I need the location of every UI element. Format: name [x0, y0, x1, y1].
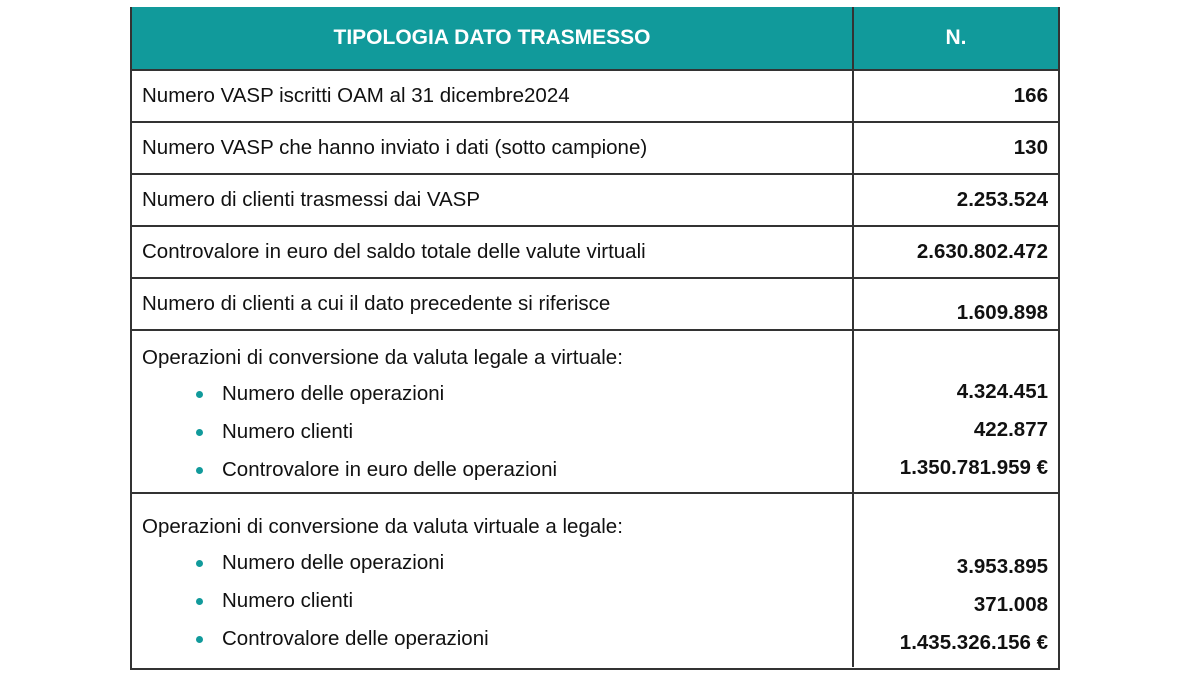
row-label: Numero di clienti trasmessi dai VASP	[132, 175, 854, 225]
row-value: 1.350.781.959 €	[899, 456, 1048, 479]
data-table	[130, 7, 1060, 670]
row-value: 2.253.524	[956, 188, 1048, 211]
list-item-label: Controvalore in euro delle operazioni	[222, 458, 558, 481]
row-label: Numero VASP iscritti OAM al 31 dicembre2024	[132, 71, 854, 121]
row-label: Numero di clienti a cui il dato precedente si riferisce	[132, 279, 854, 329]
row-value: 1.609.898	[956, 301, 1048, 324]
table-row	[132, 69, 1058, 121]
list-item-label: Numero clienti	[222, 420, 354, 443]
row-value: 166	[1013, 84, 1048, 107]
group-values	[854, 494, 1058, 667]
group-values	[854, 331, 1058, 492]
row-value: 371.008	[973, 593, 1048, 616]
row-value: 422.877	[973, 418, 1048, 441]
table-row	[132, 121, 1058, 173]
bullet-icon	[196, 467, 203, 474]
header-type-column: TIPOLOGIA DATO TRASMESSO	[132, 7, 854, 69]
group-labels	[132, 494, 854, 667]
table-row	[132, 277, 1058, 329]
table-group-row	[132, 329, 1058, 492]
list-item	[196, 382, 444, 406]
row-value: 4.324.451	[956, 380, 1048, 403]
row-value: 1.435.326.156 €	[899, 631, 1048, 654]
list-item	[196, 420, 353, 444]
table-header	[132, 7, 1058, 69]
bullet-icon	[196, 636, 203, 643]
table-group-row	[132, 492, 1058, 667]
group-title: Operazioni di conversione da valuta virtuale a legale:	[142, 515, 623, 538]
list-item	[196, 627, 489, 651]
row-value: 130	[1013, 136, 1048, 159]
header-number-column: N.	[945, 26, 967, 49]
group-labels	[132, 331, 854, 492]
row-value: 2.630.802.472	[916, 240, 1048, 263]
list-item	[196, 551, 444, 575]
group-title: Operazioni di conversione da valuta legale a virtuale:	[142, 346, 623, 369]
row-label: Numero VASP che hanno inviato i dati (sotto campione)	[132, 123, 854, 173]
row-value: 3.953.895	[956, 555, 1048, 578]
table-row	[132, 173, 1058, 225]
list-item-label: Numero delle operazioni	[222, 551, 445, 574]
bullet-icon	[196, 598, 203, 605]
bullet-icon	[196, 391, 203, 398]
table-row	[132, 225, 1058, 277]
row-label: Controvalore in euro del saldo totale delle valute virtuali	[132, 227, 854, 277]
bullet-icon	[196, 560, 203, 567]
list-item	[196, 589, 353, 613]
list-item-label: Controvalore delle operazioni	[222, 627, 489, 650]
bullet-icon	[196, 429, 203, 436]
list-item	[196, 458, 557, 482]
list-item-label: Numero delle operazioni	[222, 382, 445, 405]
list-item-label: Numero clienti	[222, 589, 354, 612]
